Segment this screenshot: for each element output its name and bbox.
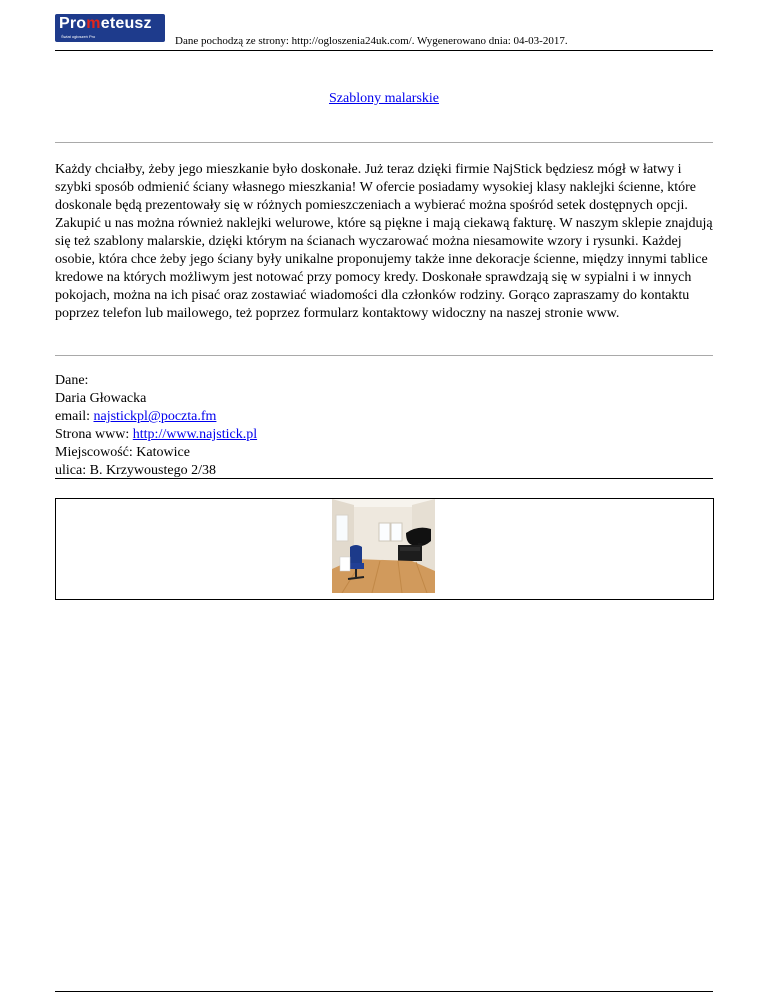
contact-www-row <box>55 426 257 444</box>
footer-divider <box>55 991 713 992</box>
city-label: Miejscowość: <box>55 445 137 460</box>
source-info: Dane pochodzą ze strony: http://ogloszenia24uk.com/. Wygenerowano dnia: 04-03-2017. <box>175 35 568 47</box>
logo-tagline: Świat ogłoszeń Pro <box>61 34 96 39</box>
contact-block <box>55 372 257 480</box>
street-label: ulica: <box>55 463 90 478</box>
listing-description: Każdy chciałby, żeby jego mieszkanie było doskonałe. Już teraz dzięki firmie NajStick będziesz mógł w łatwy i szybki sposób odmienić ściany własnego mieszkania! W ofercie posiadamy wysokiej klasy naklejki ścienne, które doskonale będą prezentowały się w różnych pomieszczeniach a wybierać można spośród setek dostępnych opcji. Zakupić u nas można również naklejki welurowe, które są piękne i mają ciekawą fakturę. W naszym sklepie znajdują się też szablony malarskie, dzięki którym na ścianach wyczarować można niesamowite wzory i rysunki. Każdej osobie, która chce żeby jego ściany były unikalne proponujemy także inne dekoracje ścienne, między innymi tablice kredowe na których możliwym jest notować przy pomocy kredy. Doskonałe sprawdzają się w sypialni i w innych pokojach, można na ich pisać oraz zostawiać wiadomości dla członków rodziny. Gorąco zapraszamy do kontaktu poprzez telefon lub mailowego, też poprzez formularz kontaktowy widoczny na naszej stronie www. <box>55 162 713 321</box>
room-interior-photo <box>332 499 435 593</box>
contact-city-row <box>55 444 257 462</box>
contact-divider <box>55 478 713 479</box>
email-link[interactable]: najstickpl@poczta.fm <box>93 409 217 424</box>
logo-highlight: m <box>86 15 101 32</box>
logo-prefix: Pro <box>59 15 87 32</box>
logo-suffix: eteusz <box>100 15 152 32</box>
www-label: Strona www: <box>55 427 133 442</box>
header-divider <box>55 50 713 51</box>
description-divider <box>55 355 713 356</box>
contact-name: Daria Głowacka <box>55 391 147 406</box>
www-link[interactable]: http://www.najstick.pl <box>132 427 258 442</box>
email-label: email: <box>55 409 94 424</box>
contact-email-row <box>55 408 257 426</box>
contact-heading: Dane: <box>55 373 89 388</box>
logo-wordmark <box>59 15 152 33</box>
title-divider <box>55 142 713 143</box>
city-value: Katowice <box>136 445 190 460</box>
listing-title-link[interactable]: Szablony malarskie <box>328 91 440 106</box>
prometeusz-logo <box>55 14 165 42</box>
street-value: B. Krzywoustego 2/38 <box>89 463 216 478</box>
